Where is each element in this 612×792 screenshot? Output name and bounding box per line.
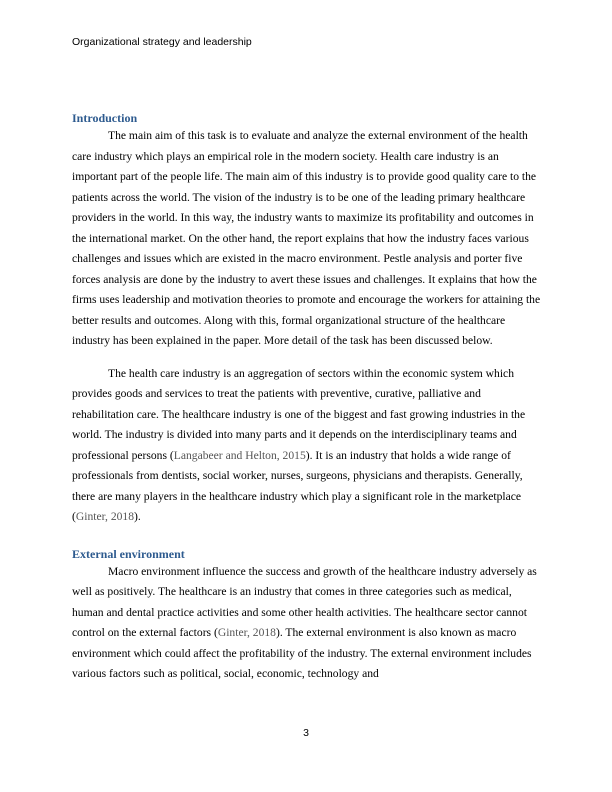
external-environment-heading: External environment — [72, 546, 185, 561]
citation-ginter: Ginter, 2018 — [217, 626, 276, 639]
citation-langabeer: Langabeer and Helton, 2015 — [173, 448, 306, 462]
introduction-heading: Introduction — [72, 111, 138, 125]
page-body — [72, 110, 542, 685]
paragraph-text: The health care industry is an aggregation of sectors within the economic system which provides goods and services to treat the patients with preventive, curative, palliative and rehabilitation care. The healthcare industry is one of the biggest and fast growing industries in the world. The industry is divided into many parts and it depends on the interdisciplinary teams and professional persons ( — [72, 366, 526, 462]
introduction-paragraph-1: The main aim of this task is to evaluate and analyze the external environment of the health care industry which plays an empirical role in the modern society. Health care industry is an important part of the people life. The main aim of this industry is to provide good quality care to the patients across the world. The vision of the industry is to be one of the leading primary healthcare providers in the world. In this way, the industry wants to maximize its profitability and outcomes in the international market. On the other hand, the report explains that how the industry faces various challenges and issues which are existed in the macro environment. Pestle analysis and porter five forces analysis are done by the industry to avert these issues and challenges. It explains that how the firms uses leadership and motivation theories to promote and encourage the workers for attaining the better results and outcomes. Along with this, formal organizational structure of the healthcare industry has been explained in the paper. More detail of the task has been discussed below. — [72, 129, 541, 347]
introduction-paragraph-2 — [72, 364, 542, 528]
page-number: 3 — [303, 727, 309, 739]
paragraph-text: Macro environment influence the success and growth of the healthcare industry adversely as well as positively. The healthcare is an industry that comes in three categories such as medical, human and dental practice activities and some other health activities. The healthcare sector cannot control on the external factors ( — [72, 564, 537, 639]
running-header: Organizational strategy and leadership — [72, 36, 252, 48]
paragraph-text: ). — [134, 510, 141, 523]
paragraph-text: ). It is an industry that holds a wide range of professionals from dentists, social worker, nurses, surgeons, physicians and therapists. Generally, there are many players in the healthcare industry which play a significant role in the marketplace ( — [72, 448, 523, 523]
external-environment-paragraph — [72, 562, 542, 685]
citation-ginter: Ginter, 2018 — [75, 510, 135, 523]
paragraph-text: ). The external environment is also known as macro environment which could affect the profitability of the industry. The external environment includes various factors such as political, social, economic, technology and — [72, 626, 532, 680]
